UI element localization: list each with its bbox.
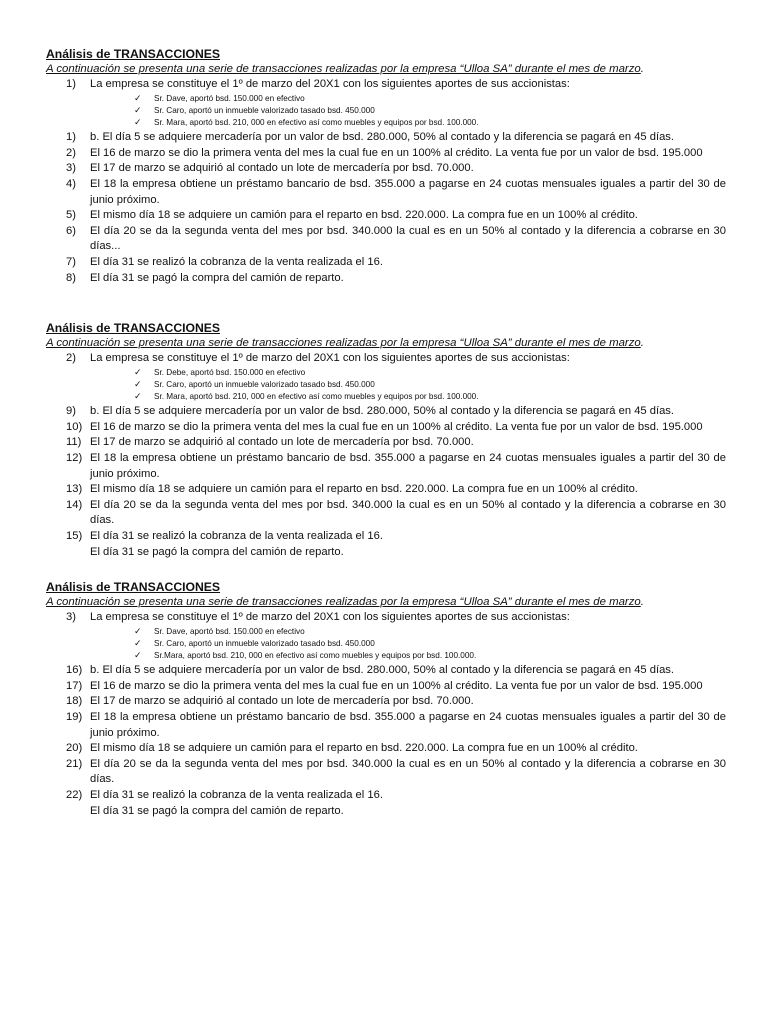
list-item: 17) El 16 de marzo se dio la primera venta del mes la cual fue en un 100% al crédito. La venta fue por un valor de bsd. 195.000 — [66, 679, 703, 692]
list-item: 19) El 18 la empresa obtiene un préstamo bancario de bsd. 355.000 a pagarse en 24 cuotas mensuales iguales a partir del 30 de junio próximo. — [66, 710, 726, 739]
shareholder-item: ✓ Sr. Caro, aportó un inmueble valorizado tasado bsd. 450.000 — [134, 638, 375, 649]
list-item: 8) El día 31 se pagó la compra del camión de reparto. — [66, 271, 344, 284]
list-item: 15) El día 31 se realizó la cobranza de la venta realizada el 16. — [66, 529, 383, 542]
check-icon: ✓ — [134, 638, 142, 649]
list-item — [46, 610, 726, 626]
shareholder-item: ✓ Sr. Caro, aportó un inmueble valorizado tasado bsd. 450.000 — [134, 105, 375, 116]
list-item: 11) El 17 de marzo se adquirió al contado un lote de mercadería por bsd. 70.000. — [66, 436, 474, 449]
shareholder-item: ✓ Sr. Mara, aportó bsd. 210, 000 en efectivo así como muebles y equipos por bsd. 100.000. — [134, 392, 479, 402]
transaction-list — [46, 130, 726, 286]
item-text: La empresa se constituye el 1º de marzo del 20X1 con los siguientes aportes de sus accionistas: — [90, 611, 570, 623]
shareholder-item: ✓ Sr. Dave, aportó bsd. 150.000 en efectivo — [134, 626, 305, 637]
section-intro: A continuación se presenta una serie de transacciones realizadas por la empresa “Ulloa SA” durante el mes de marzo. — [46, 63, 644, 75]
list-item: 12) El 18 la empresa obtiene un préstamo bancario de bsd. 355.000 a pagarse en 24 cuotas mensuales iguales a partir del 30 de junio próximo. — [66, 451, 726, 480]
list-item: 6) El día 20 se da la segunda venta del mes por bsd. 340.000 la cual es en un 50% al contado y la diferencia a cobrarse en 30 días... — [66, 224, 726, 253]
list-item — [46, 351, 726, 367]
shareholder-list — [46, 93, 726, 130]
item-number: 1) — [66, 78, 76, 90]
check-icon: ✓ — [134, 379, 142, 390]
item-text: La empresa se constituye el 1º de marzo del 20X1 con los siguientes aportes de sus accionistas: — [90, 78, 570, 90]
list-item: 3) El 17 de marzo se adquirió al contado un lote de mercadería por bsd. 70.000. — [66, 162, 474, 175]
section-intro: A continuación se presenta una serie de transacciones realizadas por la empresa “Ulloa SA” durante el mes de marzo. — [46, 337, 644, 349]
list-item: 1) b. El día 5 se adquiere mercadería por un valor de bsd. 280.000, 50% al contado y la diferencia se pagará en 45 días. — [66, 131, 674, 144]
shareholder-item: ✓ Sr. Debe, aportó bsd. 150.000 en efectivo — [134, 367, 306, 378]
list-item: 20) El mismo día 18 se adquiere un camión para el reparto en bsd. 220.000. La compra fue en un 100% al crédito. — [66, 742, 638, 755]
list-item — [46, 77, 726, 93]
transactions-section-1 — [46, 47, 726, 286]
list-item: 22) El día 31 se realizó la cobranza de la venta realizada el 16. — [66, 788, 383, 801]
shareholder-item: ✓ Sr. Mara, aportó bsd. 210, 000 en efectivo así como muebles y equipos por bsd. 100.000. — [134, 118, 479, 128]
check-icon: ✓ — [134, 626, 142, 637]
continuation-line: El día 31 se pagó la compra del camión de reparto. — [90, 804, 344, 817]
check-icon: ✓ — [134, 367, 142, 378]
shareholder-list — [46, 626, 726, 663]
list-item: 10) El 16 de marzo se dio la primera venta del mes la cual fue en un 100% al crédito. La venta fue por un valor de bsd. 195.000 — [66, 420, 703, 433]
item-text: La empresa se constituye el 1º de marzo del 20X1 con los siguientes aportes de sus accionistas: — [90, 352, 570, 364]
shareholder-item: ✓ Sr. Dave, aportó bsd. 150.000 en efectivo — [134, 93, 305, 104]
list-item: 2) El 16 de marzo se dio la primera venta del mes la cual fue en un 100% al crédito. La venta fue por un valor de bsd. 195.000 — [66, 146, 703, 159]
transaction-list — [46, 404, 726, 544]
shareholder-list — [46, 367, 726, 404]
list-item: 5) El mismo día 18 se adquiere un camión para el reparto en bsd. 220.000. La compra fue en un 100% al crédito. — [66, 209, 638, 222]
continuation-line: El día 31 se pagó la compra del camión de reparto. — [90, 545, 344, 558]
check-icon: ✓ — [134, 651, 142, 661]
list-item: 14) El día 20 se da la segunda venta del mes por bsd. 340.000 la cual es en un 50% al contado y la diferencia a cobrarse en 30 días. — [66, 498, 726, 527]
check-icon: ✓ — [134, 392, 142, 402]
transaction-list — [46, 663, 726, 803]
section-title: Análisis de TRANSACCIONES — [46, 580, 221, 594]
section-title: Análisis de TRANSACCIONES — [46, 47, 221, 61]
shareholder-item: ✓ Sr. Caro, aportó un inmueble valorizado tasado bsd. 450.000 — [134, 379, 375, 390]
check-icon: ✓ — [134, 118, 142, 128]
transaction-list — [46, 351, 726, 367]
transaction-list — [46, 77, 726, 93]
section-intro: A continuación se presenta una serie de transacciones realizadas por la empresa “Ulloa SA” durante el mes de marzo. — [46, 596, 644, 608]
list-item: 18) El 17 de marzo se adquirió al contado un lote de mercadería por bsd. 70.000. — [66, 695, 474, 708]
list-item: 13) El mismo día 18 se adquiere un camión para el reparto en bsd. 220.000. La compra fue en un 100% al crédito. — [66, 483, 638, 496]
transactions-section-3 — [46, 580, 726, 819]
section-title: Análisis de TRANSACCIONES — [46, 321, 221, 335]
check-icon: ✓ — [134, 93, 142, 104]
list-item: 9) b. El día 5 se adquiere mercadería por un valor de bsd. 280.000, 50% al contado y la diferencia se pagará en 45 días. — [66, 405, 674, 418]
transactions-section-2 — [46, 321, 726, 560]
list-item: 7) El día 31 se realizó la cobranza de la venta realizada el 16. — [66, 255, 383, 268]
list-item: 16) b. El día 5 se adquiere mercadería por un valor de bsd. 280.000, 50% al contado y la diferencia se pagará en 45 días. — [66, 664, 674, 677]
item-number: 2) — [66, 352, 76, 364]
transaction-list — [46, 610, 726, 626]
list-item: 21) El día 20 se da la segunda venta del mes por bsd. 340.000 la cual es en un 50% al contado y la diferencia a cobrarse en 30 días. — [66, 757, 726, 786]
item-number: 3) — [66, 611, 76, 623]
shareholder-item: ✓ Sr.Mara, aportó bsd. 210, 000 en efectivo así como muebles y equipos por bsd. 100.000. — [134, 651, 477, 661]
check-icon: ✓ — [134, 105, 142, 116]
list-item: 4) El 18 la empresa obtiene un préstamo bancario de bsd. 355.000 a pagarse en 24 cuotas mensuales iguales a partir del 30 de junio próximo. — [66, 177, 726, 206]
